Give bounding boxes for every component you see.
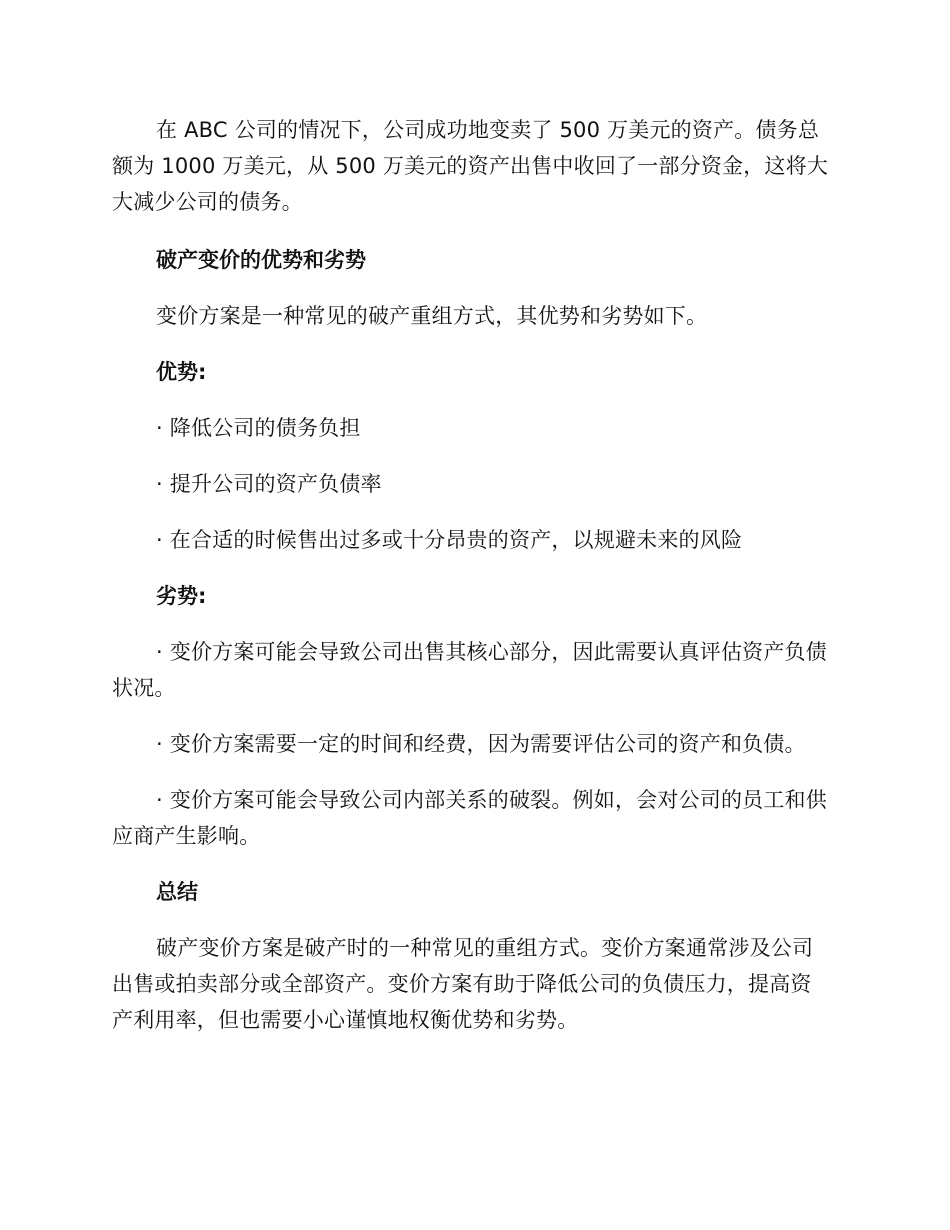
advantage-item: · 提升公司的资产负债率 [156,472,382,496]
intro-paragraph: 在 ABC 公司的情况下，公司成功地变卖了 500 万美元的资产。债务总额为 1000 万美元，从 500 万美元的资产出售中收回了一部分资金，这将大大减少公司的债务。 [112,118,829,214]
summary-paragraph: 破产变价方案是破产时的一种常见的重组方式。变价方案通常涉及公司出售或拍卖部分或全部资产。变价方案有助于降低公司的负债压力，提高资产利用率，但也需要小心谨慎地权衡优势和劣势。 [112,936,814,1032]
advantage-item: · 在合适的时候售出过多或十分昂贵的资产，以规避未来的风险 [156,528,743,552]
advantage-item: · 降低公司的债务负担 [156,416,361,440]
disadvantage-item: · 变价方案可能会导致公司内部关系的破裂。例如，会对公司的员工和供应商产生影响。 [112,788,827,848]
summary-heading: 总结 [156,880,198,904]
pros-cons-intro: 变价方案是一种常见的破产重组方式，其优势和劣势如下。 [156,304,708,328]
advantages-label: 优势: [156,360,207,384]
disadvantages-label: 劣势: [156,584,207,608]
disadvantage-item: · 变价方案需要一定的时间和经费，因为需要评估公司的资产和负债。 [156,732,806,756]
document-page [112,112,832,1038]
pros-cons-heading: 破产变价的优势和劣势 [156,248,366,272]
disadvantage-item: · 变价方案可能会导致公司出售其核心部分，因此需要认真评估资产负债状况。 [112,640,827,700]
